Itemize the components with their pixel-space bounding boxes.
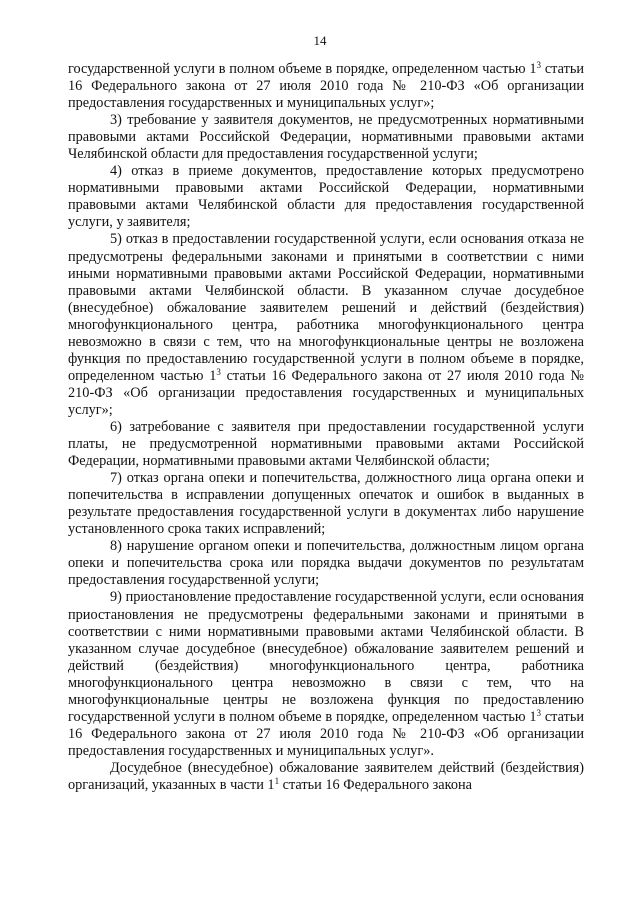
paragraph <box>68 163 584 231</box>
paragraph-text: статьи 16 Федерального закона от 27 июля 2010 года № 210-ФЗ «Об организации предоставления государственных и муниципальных услуг»; <box>68 61 584 112</box>
paragraph <box>68 589 584 759</box>
paragraph <box>68 61 584 112</box>
paragraph-text: 6) затребование с заявителя при предоставлении государственной услуги платы, не предусмотренной нормативными правовыми актами Российской Федерации, нормативными правовыми актами Челябинской области; <box>68 418 584 470</box>
superscript: 3 <box>216 366 221 377</box>
paragraph <box>68 231 584 419</box>
paragraph-text: 5) отказ в предоставлении государственной услуги, если основания отказа не предусмотрены федеральными законами и принятыми в соответствии с ними иными нормативными правовыми актами Российской Федерации, нормативными правовыми актами Челябинской области. В указанном случае досудебное (внесудебное) обжалование заявителем решений и действий (бездействия) многофункционального центра, работника многофункционального центра невозможно в связи с тем, что на многофункциональные центры не возложена функция по предоставлению государственной услуги в полном объеме в порядке, определенном частью 1 <box>68 231 584 384</box>
document-body <box>68 61 584 794</box>
paragraph-text: государственной услуги в полном объеме в порядке, определенном частью 1 <box>68 61 537 77</box>
paragraph-text: 4) отказ в приеме документов, предоставление которых предусмотрено нормативными правовыми актами Российской Федерации, нормативными правовыми актами Челябинской области для предоставления государственной услуги, у заявителя; <box>68 163 584 231</box>
paragraph <box>68 419 584 470</box>
paragraph-text: статьи 16 Федерального закона от 27 июля 2010 года № 210-ФЗ «Об организации предоставления государственных и муниципальных услуг». <box>68 708 584 759</box>
paragraph <box>68 470 584 538</box>
paragraph <box>68 760 584 794</box>
paragraph-text: статьи 16 Федерального закона от 27 июля 2010 года № 210-ФЗ «Об организации предоставления государственных и муниципальных услуг»; <box>68 367 584 418</box>
paragraph-text: 9) приостановление предоставление государственной услуги, если основания приостановления не предусмотрены федеральными законами и принятыми в соответствии с ними нормативными правовыми актами Челябинской области. В указанном случае досудебное (внесудебное) обжалование заявителем решений и действий (бездействия) многофункционального центра, работника многофункционального центра невозможно в связи с тем, что на многофункциональные центры не возложена функция по предоставлению государственной услуги в полном объеме в порядке, определенном частью 1 <box>68 589 584 725</box>
paragraph <box>68 538 584 589</box>
paragraph-text: 8) нарушение органом опеки и попечительства, должностным лицом органа опеки и попечительства срока или порядка выдачи документов по результатам предоставления государственной услуги; <box>68 538 584 589</box>
superscript: 1 <box>274 775 280 786</box>
paragraph-text: 3) требование у заявителя документов, не предусмотренных нормативными правовыми актами Российской Федерации, нормативными правовыми актами Челябинской области для предоставления государственной услуги; <box>68 112 584 163</box>
paragraph <box>68 112 584 163</box>
superscript: 3 <box>536 60 542 70</box>
superscript: 3 <box>536 707 542 718</box>
page-number: 14 <box>313 33 327 48</box>
paragraph-text: 7) отказ органа опеки и попечительства, должностного лица органа опеки и попечительства в исправлении допущенных опечаток и ошибок в выданных в результате предоставления государственной услуги в документах либо нарушение установленного срока таких исправлений; <box>68 470 584 538</box>
paragraph-text: статьи 16 Федерального закона <box>279 776 473 793</box>
paragraph-text: Досудебное (внесудебное) обжалование заявителем действий (бездействия) организаций, указанных в части 1 <box>68 759 584 793</box>
